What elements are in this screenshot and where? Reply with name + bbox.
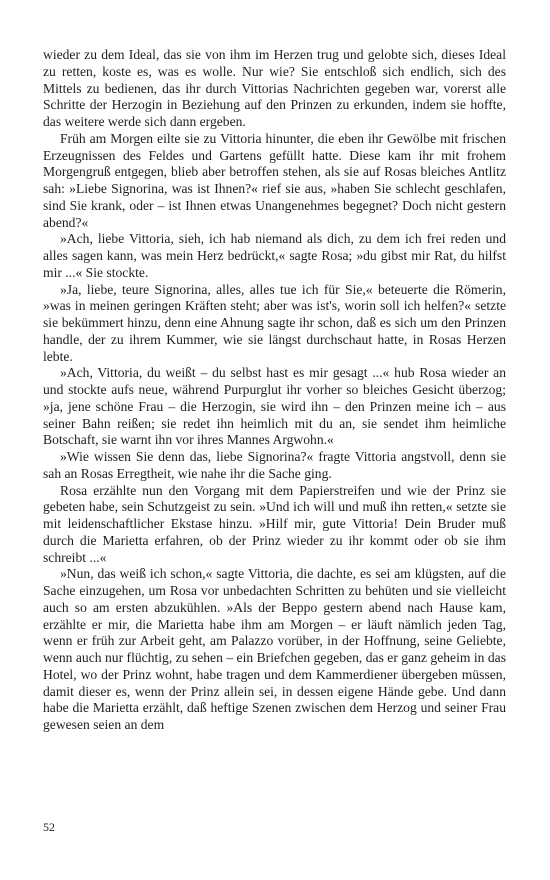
paragraph: »Nun, das weiß ich schon,« sagte Vittoria, die dachte, es sei am klügsten, auf die Sache einzugehen, um Rosa vor unbedachten Schritten zu behüten und sie vielleicht auch so am ersten abzukühlen. »Als der Beppo gestern abend nach Hause kam, erzählte er mir, die Marietta habe ihm am Morgen – er läuft nämlich jeden Tag, wenn er früh zur Arbeit geht, am Palazzo vorüber, in der Hoffnung, seine Geliebte, wenn auch nur flüchtig, zu sehen – ein Briefchen gegeben, das er ganz geheim in das Hotel, wo der Prinz wohnt, habe tragen und dem Kammerdiener übergeben müssen, damit dieser es, wenn der Prinz allein sei, in dessen eigene Hände gebe. Und dann habe die Marietta erzählt, daß heftige Szenen zwischen dem Herzog und seiner Frau gewesen seien an dem: [43, 566, 506, 732]
body-text: [43, 47, 506, 734]
paragraph: Früh am Morgen eilte sie zu Vittoria hinunter, die eben ihr Gewölbe mit frischen Erzeugnissen des Feldes und Gartens gefüllt hatte. Diese kam ihr mit frohem Morgengruß entgegen, blieb aber betroffen stehen, als sie auf Rosas bleiches Antlitz sah: »Liebe Signorina, was ist Ihnen?« rief sie aus, »haben Sie schlecht geschlafen, sind Sie krank, oder – ist Ihnen etwas Unangenehmes begegnet? Doch nicht gestern abend?«: [43, 130, 506, 230]
paragraph: »Ja, liebe, teure Signorina, alles, alles tue ich für Sie,« beteuerte die Römerin, »was in meinen geringen Kräften steht; aber was ist's, worin soll ich helfen?« setzte sie bekümmert hinzu, denn eine Ahnung sagte ihr schon, daß es sich um den Prinzen handle, der zu ihrem Kummer, wie sie längst durchschaut hatte, in Rosas Herzen lebte.: [43, 281, 506, 364]
paragraph: »Ach, liebe Vittoria, sieh, ich hab niemand als dich, zu dem ich frei reden und alles sagen kann, was mein Herz bedrückt,« sagte Rosa; »du gibst mir Rat, du hilfst mir ...« Sie stockte.: [43, 231, 506, 280]
paragraph: Rosa erzählte nun den Vorgang mit dem Papierstreifen und wie der Prinz sie gebeten habe, sein Schutzgeist zu sein. »Und ich will und muß ihn retten,« setzte sie mit leidenschaftlicher Ekstase hinzu. »Hilf mir, gute Vittoria! Dein Bruder muß durch die Marietta erfahren, ob der Prinz wieder zu ihr kommt oder ob sie ihm schreibt ...«: [43, 482, 506, 565]
paragraph: »Wie wissen Sie denn das, liebe Signorina?« fragte Vittoria angstvoll, denn sie sah an Rosas Erregtheit, wie nahe ihr die Sache ging.: [43, 449, 506, 481]
page-number: 52: [43, 820, 55, 834]
paragraph: »Ach, Vittoria, du weißt – du selbst hast es mir gesagt ...« hub Rosa wieder an und stockte aufs neue, während Purpurglut ihr vorher so bleiches Gesicht überzog; »ja, jene schöne Frau – die Herzogin, sie wird ihn – den Prinzen meine ich – aus seiner Bahn reißen; sie redet ihn heimlich mit du an, sie sendet ihm heimliche Botschaft, sie warnt ihn vor ihres Mannes Argwohn.«: [43, 365, 506, 448]
paragraph: wieder zu dem Ideal, das sie von ihm im Herzen trug und gelobte sich, dieses Ideal zu retten, koste es, was es wolle. Nur wie? Sie entschloß sich endlich, sich des Mittels zu bedienen, das ihr durch Vittorias Nachrichten gegeben war, vorerst alle Schritte der Herzogin in Beziehung auf den Prinzen zu erkunden, indem sie hoffte, das weitere werde sich dann ergeben.: [43, 47, 506, 129]
